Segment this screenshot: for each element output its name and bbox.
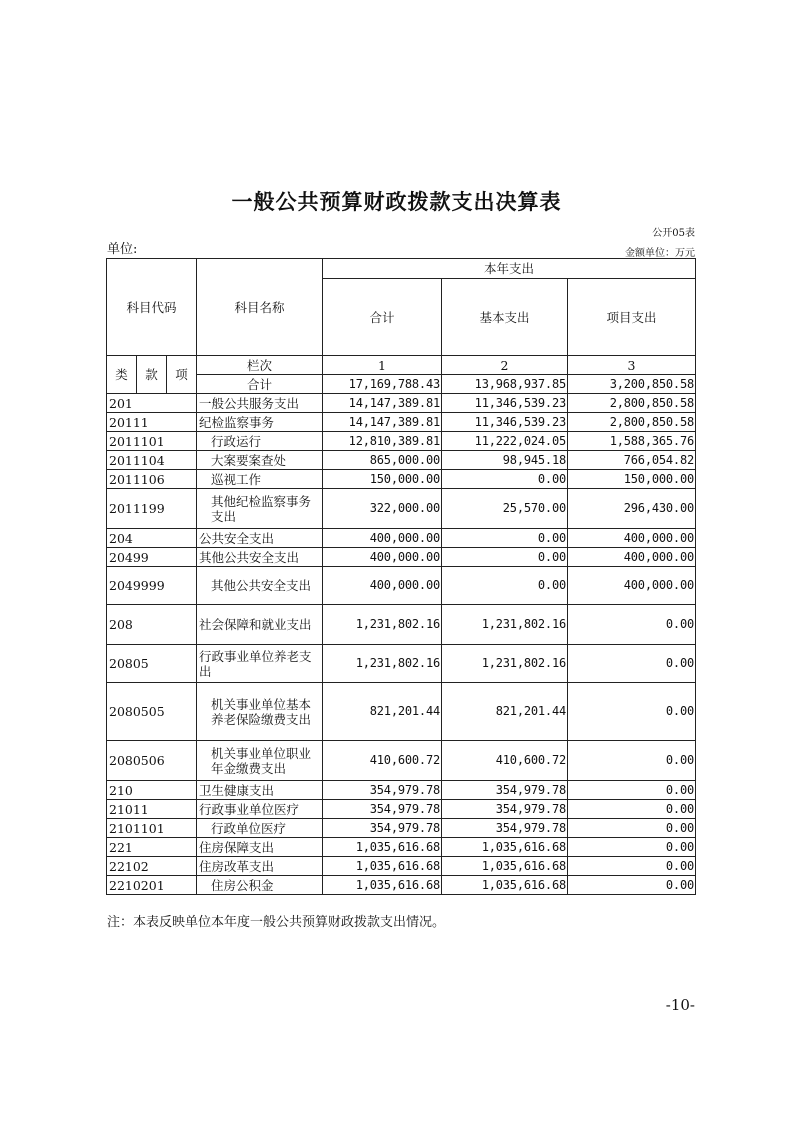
row-basic: 410,600.72 [442,741,568,781]
row-name: 巡视工作 [197,470,323,489]
table-row [107,548,696,567]
header-xiang: 项 [167,356,197,394]
table-row [107,857,696,876]
row-code: 22102 [107,857,197,876]
row-basic: 11,346,539.23 [442,413,568,432]
row-basic: 0.00 [442,529,568,548]
row-basic: 354,979.78 [442,819,568,838]
row-code: 2011106 [107,470,197,489]
row-name: 其他公共安全支出 [197,567,323,605]
header-col2: 2 [442,356,568,375]
row-total: 821,201.44 [323,683,442,741]
row-project: 0.00 [568,605,696,645]
row-total: 410,600.72 [323,741,442,781]
page-number: -10- [665,996,695,1014]
table-row [107,451,696,470]
total-row-basic: 13,968,937.85 [442,375,568,394]
table-note: 注：本表反映单位本年度一般公共预算财政拨款支出情况。 [107,915,446,930]
row-project: 2,800,850.58 [568,394,696,413]
table-row [107,819,696,838]
row-name: 住房公积金 [197,876,323,895]
header-lei: 类 [107,356,137,394]
header-basic: 基本支出 [442,279,568,356]
row-total: 865,000.00 [323,451,442,470]
table-row [107,781,696,800]
row-code: 210 [107,781,197,800]
row-project: 0.00 [568,741,696,781]
total-row-total: 17,169,788.43 [323,375,442,394]
page-title: 一般公共预算财政拨款支出决算表 [231,190,562,214]
row-total: 1,035,616.68 [323,838,442,857]
row-total: 354,979.78 [323,800,442,819]
row-basic: 1,231,802.16 [442,645,568,683]
row-project: 400,000.00 [568,529,696,548]
row-code: 2080506 [107,741,197,781]
row-code: 21011 [107,800,197,819]
row-basic: 821,201.44 [442,683,568,741]
row-project: 766,054.82 [568,451,696,470]
row-total: 400,000.00 [323,529,442,548]
header-project: 项目支出 [568,279,696,356]
row-total: 1,231,802.16 [323,605,442,645]
table-row [107,741,696,781]
row-total: 150,000.00 [323,470,442,489]
row-project: 0.00 [568,781,696,800]
row-name: 行政运行 [197,432,323,451]
row-name: 大案要案查处 [197,451,323,470]
row-project: 400,000.00 [568,567,696,605]
row-total: 1,035,616.68 [323,857,442,876]
header-code-group: 科目代码 [107,259,197,356]
expenditure-table [106,258,696,895]
row-basic: 0.00 [442,470,568,489]
row-code: 2011199 [107,489,197,529]
row-code: 208 [107,605,197,645]
header-kuan: 款 [137,356,167,394]
row-project: 0.00 [568,876,696,895]
row-name: 其他纪检监察事务支出 [197,489,323,529]
row-name: 一般公共服务支出 [197,394,323,413]
row-name: 机关事业单位基本养老保险缴费支出 [197,683,323,741]
table-row [107,567,696,605]
row-code: 2049999 [107,567,197,605]
row-project: 0.00 [568,819,696,838]
row-project: 0.00 [568,800,696,819]
row-code: 20499 [107,548,197,567]
row-basic: 98,945.18 [442,451,568,470]
row-total: 14,147,389.81 [323,394,442,413]
row-project: 1,588,365.76 [568,432,696,451]
table-row [107,683,696,741]
table-row [107,645,696,683]
header-lanci: 栏次 [197,356,323,375]
unit-label: 单位: [107,242,138,257]
row-name: 行政单位医疗 [197,819,323,838]
row-project: 0.00 [568,645,696,683]
row-project: 150,000.00 [568,470,696,489]
header-name: 科目名称 [197,259,323,356]
row-basic: 11,222,024.05 [442,432,568,451]
row-name: 公共安全支出 [197,529,323,548]
row-name: 住房保障支出 [197,838,323,857]
row-code: 2101101 [107,819,197,838]
row-basic: 354,979.78 [442,800,568,819]
table-row [107,413,696,432]
row-project: 0.00 [568,838,696,857]
row-basic: 354,979.78 [442,781,568,800]
table-row [107,605,696,645]
table-row [107,432,696,451]
row-project: 296,430.00 [568,489,696,529]
row-code: 2011104 [107,451,197,470]
table-row [107,529,696,548]
total-row-project: 3,200,850.58 [568,375,696,394]
row-project: 0.00 [568,857,696,876]
table-row [107,489,696,529]
row-code: 20805 [107,645,197,683]
row-project: 2,800,850.58 [568,413,696,432]
table-row [107,394,696,413]
header-year-group: 本年支出 [323,259,696,279]
row-name: 纪检监察事务 [197,413,323,432]
row-basic: 1,035,616.68 [442,857,568,876]
row-code: 2080505 [107,683,197,741]
row-total: 322,000.00 [323,489,442,529]
row-name: 其他公共安全支出 [197,548,323,567]
row-name: 社会保障和就业支出 [197,605,323,645]
row-total: 14,147,389.81 [323,413,442,432]
row-name: 卫生健康支出 [197,781,323,800]
row-basic: 1,035,616.68 [442,876,568,895]
row-name: 住房改革支出 [197,857,323,876]
row-total: 354,979.78 [323,781,442,800]
table-row [107,470,696,489]
row-project: 400,000.00 [568,548,696,567]
row-total: 354,979.78 [323,819,442,838]
header-total: 合计 [323,279,442,356]
form-number: 公开05表 [652,228,695,239]
row-project: 0.00 [568,683,696,741]
row-code: 204 [107,529,197,548]
header-col1: 1 [323,356,442,375]
row-basic: 0.00 [442,548,568,567]
row-code: 221 [107,838,197,857]
row-code: 2011101 [107,432,197,451]
row-name: 机关事业单位职业年金缴费支出 [197,741,323,781]
table-row [107,876,696,895]
money-unit: 金额单位：万元 [625,248,695,259]
row-basic: 11,346,539.23 [442,394,568,413]
row-name: 行政事业单位医疗 [197,800,323,819]
row-total: 1,231,802.16 [323,645,442,683]
row-basic: 1,231,802.16 [442,605,568,645]
row-basic: 1,035,616.68 [442,838,568,857]
row-code: 20111 [107,413,197,432]
row-total: 400,000.00 [323,567,442,605]
table-row [107,838,696,857]
row-basic: 0.00 [442,567,568,605]
row-code: 201 [107,394,197,413]
row-name: 行政事业单位养老支出 [197,645,323,683]
row-total: 12,810,389.81 [323,432,442,451]
total-row-label: 合计 [197,375,323,394]
header-col3: 3 [568,356,696,375]
table-row [107,800,696,819]
row-code: 2210201 [107,876,197,895]
row-basic: 25,570.00 [442,489,568,529]
row-total: 1,035,616.68 [323,876,442,895]
row-total: 400,000.00 [323,548,442,567]
